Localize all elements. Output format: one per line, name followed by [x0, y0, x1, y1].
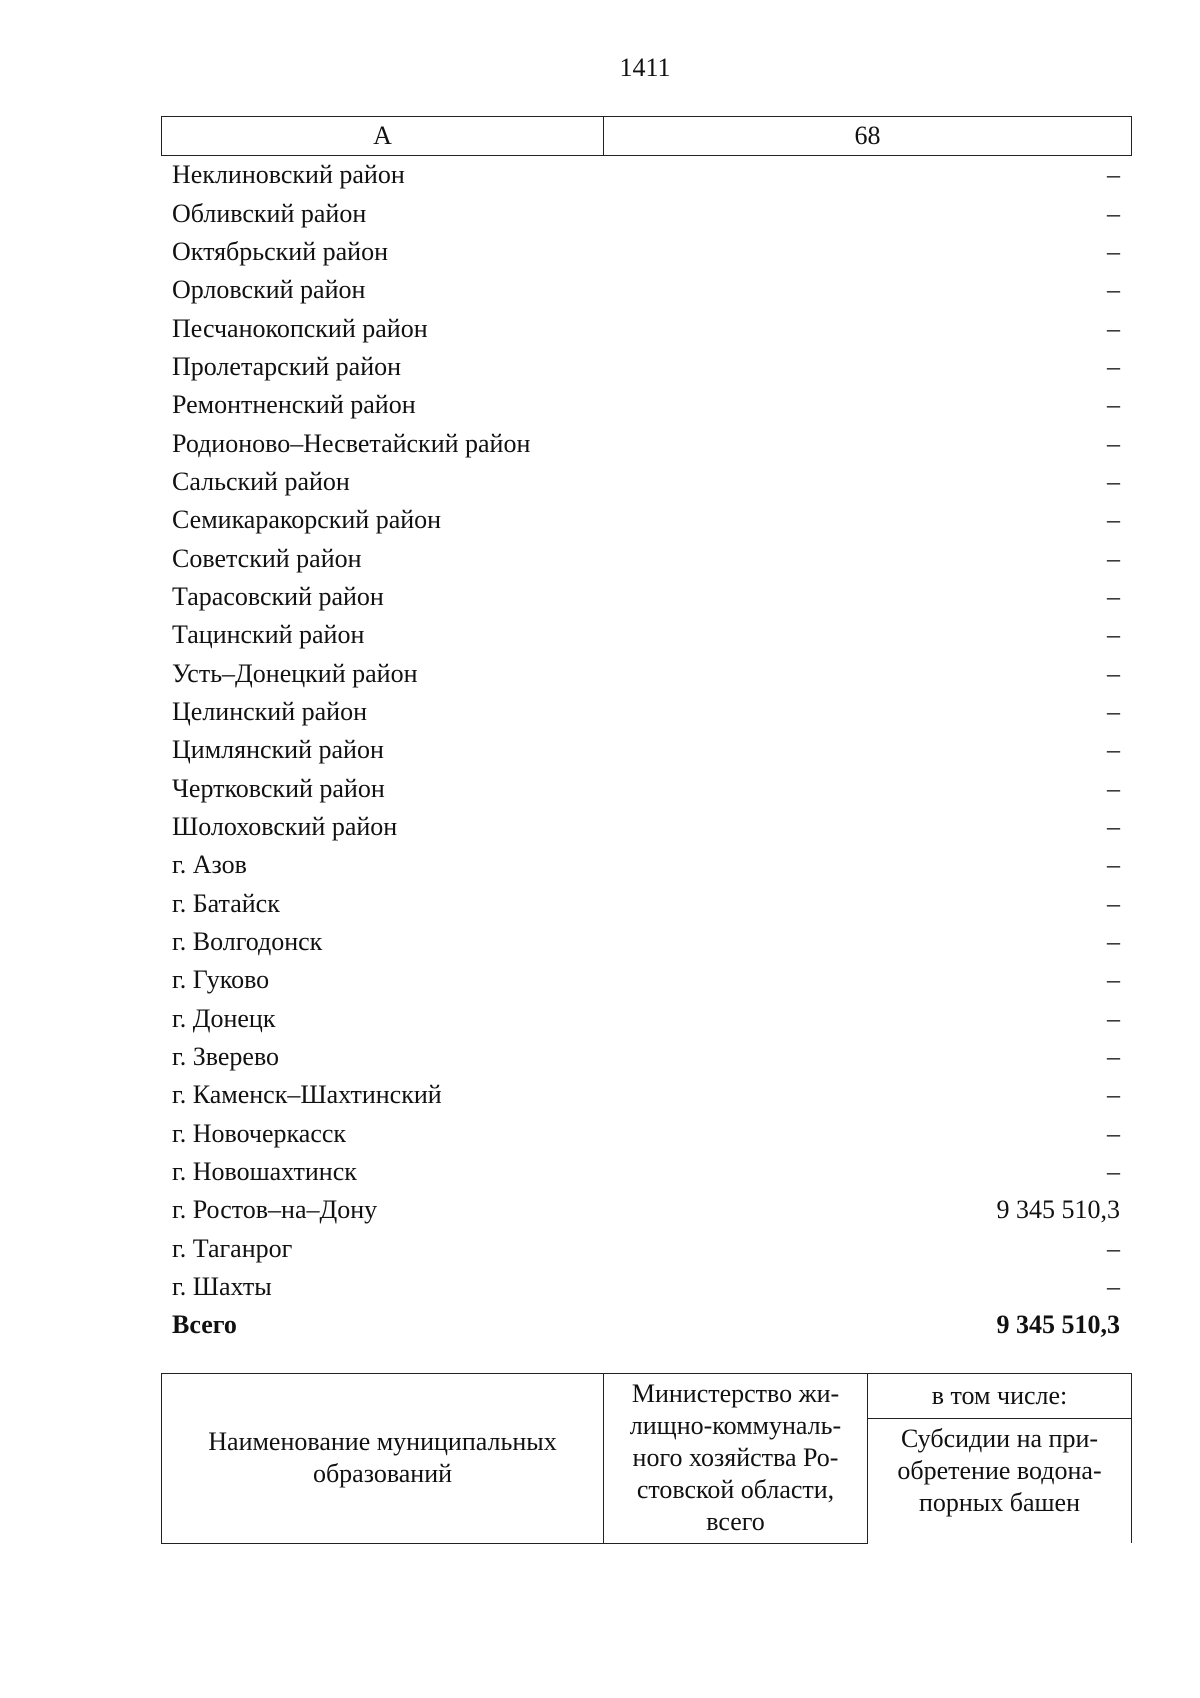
municipality-name: Сальский район: [172, 466, 350, 496]
municipality-name: Шолоховский район: [172, 812, 398, 842]
total-row: [161, 1306, 1132, 1344]
municipality-value: –: [1107, 812, 1120, 842]
table-row: [161, 194, 1132, 232]
municipalities-header-cell: Наименование муниципальных образований: [162, 1374, 604, 1544]
municipality-name: Ремонтненский район: [172, 390, 416, 420]
table-row: [161, 731, 1132, 769]
municipality-value: –: [1107, 927, 1120, 957]
table-row: [161, 1076, 1132, 1114]
municipality-value: –: [1107, 1118, 1120, 1148]
table-row: [161, 1038, 1132, 1076]
column-header-row: [162, 117, 1132, 156]
municipality-value: –: [1107, 1042, 1120, 1072]
municipality-value: –: [1107, 696, 1120, 726]
municipality-value: –: [1107, 1157, 1120, 1187]
municipality-value: –: [1107, 428, 1120, 458]
municipality-value: –: [1107, 965, 1120, 995]
municipality-value: 9 345 510,3: [996, 1195, 1120, 1225]
municipality-value: –: [1107, 351, 1120, 381]
municipality-value: –: [1107, 658, 1120, 688]
ministry-header-cell: Министерство жи-лищно-коммуналь-ного хозяйства Ро-стовской области, всего: [604, 1374, 868, 1544]
municipality-value: –: [1107, 160, 1120, 190]
column-header-68: 68: [604, 117, 1132, 156]
municipality-name: Усть–Донецкий район: [172, 658, 418, 688]
municipality-value: –: [1107, 773, 1120, 803]
municipality-name: г. Донецк: [172, 1003, 276, 1033]
municipality-value: –: [1107, 466, 1120, 496]
municipality-value: –: [1107, 620, 1120, 650]
municipality-name: Тарасовский район: [172, 581, 384, 611]
municipality-name: Чертковский район: [172, 773, 385, 803]
municipality-name: г. Новошахтинск: [172, 1157, 357, 1187]
municipality-name: Неклиновский район: [172, 160, 405, 190]
municipality-value: –: [1107, 390, 1120, 420]
municipality-value: –: [1107, 543, 1120, 573]
next-table-header-row-1: [162, 1374, 1132, 1419]
municipality-value: –: [1107, 236, 1120, 266]
table-row: [161, 156, 1132, 194]
table-row: [161, 654, 1132, 692]
municipality-name: г. Волгодонск: [172, 927, 323, 957]
municipality-name: Семикаракорский район: [172, 505, 442, 535]
municipality-name: г. Батайск: [172, 888, 280, 918]
table-row: [161, 1153, 1132, 1191]
municipality-value: –: [1107, 1272, 1120, 1302]
municipality-name: г. Новочеркасск: [172, 1118, 347, 1148]
page-number: 1411: [619, 53, 671, 82]
table-row: [161, 271, 1132, 309]
municipality-value: –: [1107, 888, 1120, 918]
municipality-name: г. Азов: [172, 850, 247, 880]
table-row: [161, 770, 1132, 808]
municipality-name: г. Зверево: [172, 1042, 280, 1072]
municipality-name: г. Гуково: [172, 965, 270, 995]
column-header-a: А: [162, 117, 604, 156]
subsidy-header-cell: Субсидии на при-обретение водона-порных башен: [868, 1419, 1132, 1544]
municipality-value: –: [1107, 313, 1120, 343]
municipality-name: г. Каменск–Шахтинский: [172, 1080, 442, 1110]
table-row: [161, 846, 1132, 884]
municipality-name: Октябрьский район: [172, 236, 388, 266]
table-row: [161, 616, 1132, 654]
total-label: Всего: [172, 1310, 237, 1340]
table-row: [161, 501, 1132, 539]
municipality-value: –: [1107, 505, 1120, 535]
municipality-name: Песчанокопский район: [172, 313, 428, 343]
municipality-name: Пролетарский район: [172, 351, 402, 381]
municipality-name: Советский район: [172, 543, 362, 573]
table-row: [161, 309, 1132, 347]
municipality-value: –: [1107, 1080, 1120, 1110]
municipality-list: [161, 156, 1132, 1345]
table-row: [161, 1191, 1132, 1229]
next-table-header: [161, 1373, 1132, 1544]
table-row: [161, 348, 1132, 386]
table-row: [161, 961, 1132, 999]
municipality-name: Целинский район: [172, 696, 367, 726]
total-value: 9 345 510,3: [996, 1310, 1120, 1340]
municipality-name: Обливский район: [172, 198, 367, 228]
municipality-value: –: [1107, 275, 1120, 305]
municipality-value: –: [1107, 735, 1120, 765]
table-row: [161, 463, 1132, 501]
municipality-value: –: [1107, 581, 1120, 611]
table-row: [161, 1115, 1132, 1153]
including-header-cell: в том числе:: [868, 1374, 1132, 1419]
municipality-name: г. Ростов–на–Дону: [172, 1195, 378, 1225]
municipality-value: –: [1107, 1233, 1120, 1263]
municipality-value: –: [1107, 198, 1120, 228]
table-row: [161, 578, 1132, 616]
municipality-name: Цимлянский район: [172, 735, 384, 765]
municipality-name: Орловский район: [172, 275, 366, 305]
municipality-value: –: [1107, 1003, 1120, 1033]
column-header-table: [161, 116, 1132, 156]
table-row: [161, 1000, 1132, 1038]
municipality-name: г. Таганрог: [172, 1233, 293, 1263]
table-row: [161, 808, 1132, 846]
municipality-name: Родионово–Несветайский район: [172, 428, 531, 458]
table-row: [161, 1230, 1132, 1268]
table-row: [161, 424, 1132, 462]
table-row: [161, 923, 1132, 961]
table-row: [161, 1268, 1132, 1306]
municipality-name: г. Шахты: [172, 1272, 272, 1302]
table-row: [161, 233, 1132, 271]
table-row: [161, 885, 1132, 923]
table-row: [161, 386, 1132, 424]
municipality-value: –: [1107, 850, 1120, 880]
municipality-name: Тацинский район: [172, 620, 365, 650]
table-row: [161, 693, 1132, 731]
table-row: [161, 539, 1132, 577]
